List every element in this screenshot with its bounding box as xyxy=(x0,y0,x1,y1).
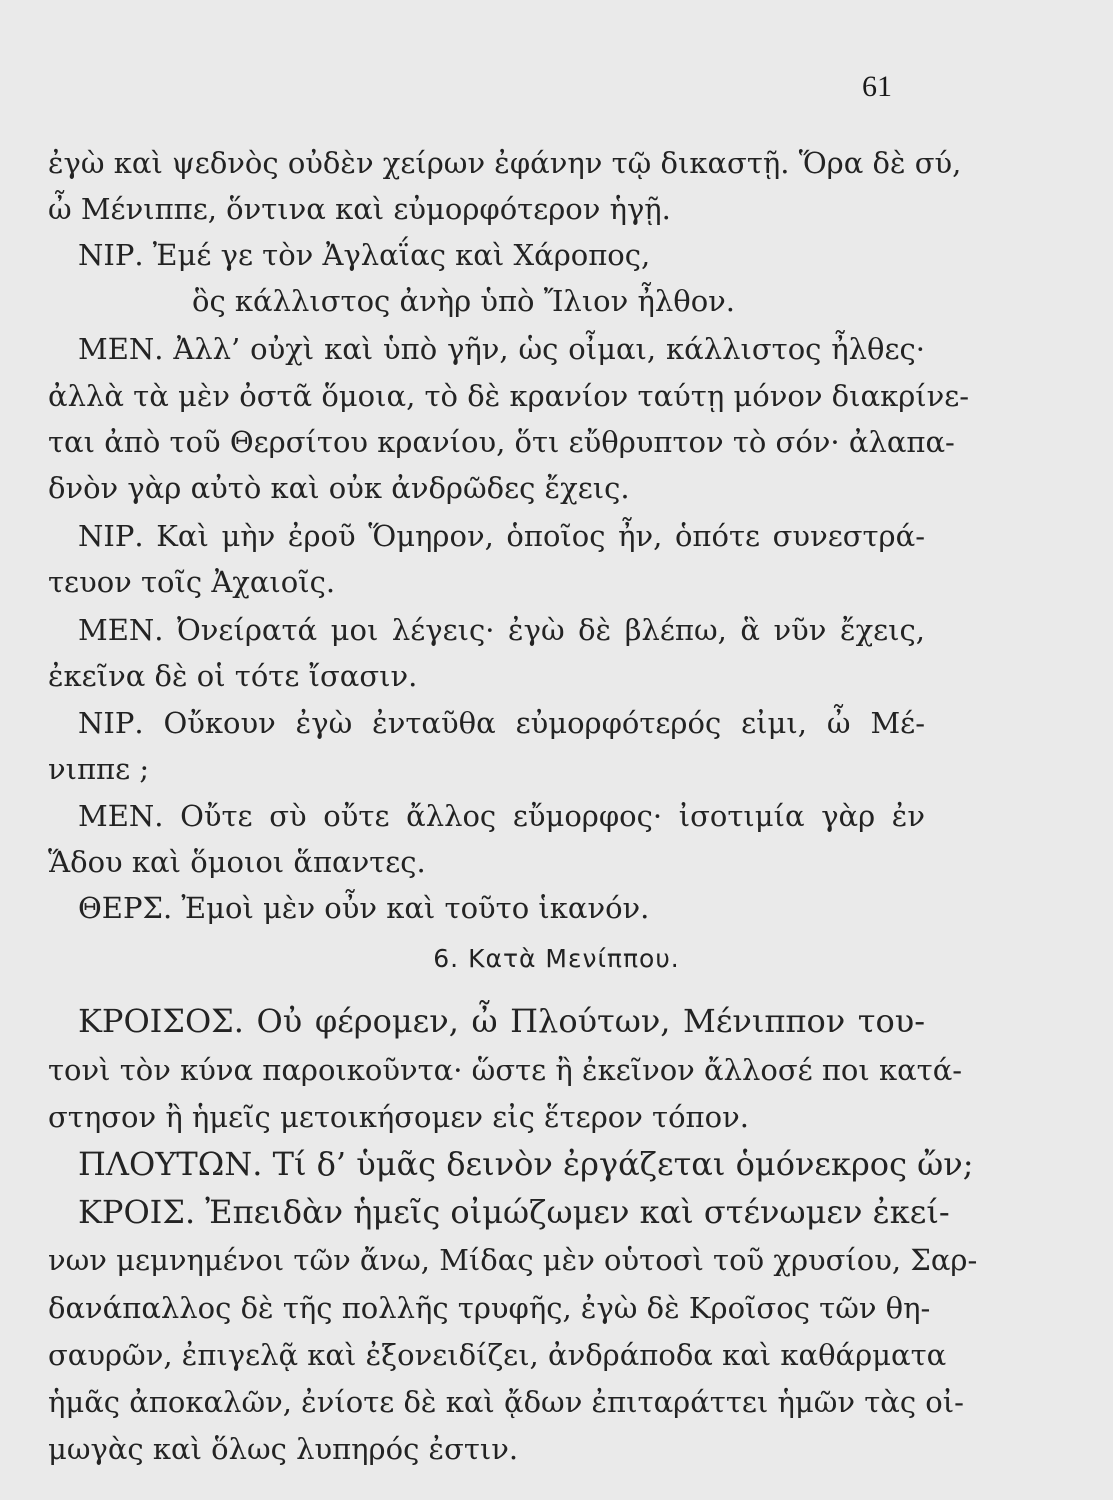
text-line: ἐγὼ καὶ ψεδνὸς οὐδὲν χείρων ἐφάνην τῷ δικαστῇ. Ὅρα δὲ σύ, xyxy=(48,146,962,180)
text-line: ὦ Μένιππε, ὅντινα καὶ εὐμορφότερον ἡγῇ. xyxy=(48,192,671,226)
text-line: δνὸν γὰρ αὐτὸ καὶ οὐκ ἀνδρῶδες ἔχεις. xyxy=(48,471,630,505)
text-line: Ἅδου καὶ ὅμοιοι ἅπαντες. xyxy=(48,845,426,879)
text-line: ἐκεῖνα δὲ οἱ τότε ἴσασιν. xyxy=(48,659,418,693)
text-line: ΜΕΝ. Ἀλλ’ οὐχὶ καὶ ὑπὸ γῆν, ὡς οἶμαι, κάλλιστος ἦλθες· xyxy=(78,332,925,366)
text-line: ἀλλὰ τὰ μὲν ὀστᾶ ὅμοια, τὸ δὲ κρανίον ταύτῃ μόνον διακρίνε- xyxy=(48,379,970,413)
text-line: ΝΙΡ. Οὔκουν ἐγὼ ἐνταῦθα εὐμορφότερός εἰμι, ὦ Μέ- xyxy=(78,706,925,740)
text-line: ΜΕΝ. Ὀνείρατά μοι λέγεις· ἐγὼ δὲ βλέπω, ἃ νῦν ἔχεις, xyxy=(78,613,925,647)
text-line: ται ἀπὸ τοῦ Θερσίτου κρανίου, ὅτι εὔθρυπτον τὸ σόν· ἀλαπα- xyxy=(48,425,955,459)
text-line: νων μεμνημένοι τῶν ἄνω, Μίδας μὲν οὑτοσὶ τοῦ χρυσίου, Σαρ- xyxy=(48,1243,978,1277)
text-line: νιππε ; xyxy=(48,752,150,786)
page-number: 61 xyxy=(862,70,892,103)
text-line: τονὶ τὸν κύνα παροικοῦντα· ὥστε ἢ ἐκεῖνον ἄλλοσέ ποι κατά- xyxy=(48,1053,963,1087)
text-line: στησον ἢ ἡμεῖς μετοικήσομεν εἰς ἕτερον τόπον. xyxy=(48,1100,749,1134)
text-line: ΘΕΡΣ. Ἐμοὶ μὲν οὖν καὶ τοῦτο ἱκανόν. xyxy=(78,891,650,925)
section-heading: 6. Κατὰ Μενίππου. xyxy=(433,944,680,973)
text-line: ΜΕΝ. Οὔτε σὺ οὔτε ἄλλος εὔμορφος· ἰσοτιμία γὰρ ἐν xyxy=(78,799,925,833)
text-line: ΚΡΟΙΣΟΣ. Οὐ φέρομεν, ὦ Πλούτων, Μένιππον του- xyxy=(78,1002,925,1040)
text-line: ὃς κάλλιστος ἀνὴρ ὑπὸ Ἴλιον ἦλθον. xyxy=(192,284,736,318)
text-line: ΚΡΟΙΣ. Ἐπειδὰν ἡμεῖς οἰμώζωμεν καὶ στένωμεν ἐκεί- xyxy=(78,1193,950,1231)
text-line: σαυρῶν, ἐπιγελᾷ καὶ ἐξονειδίζει, ἀνδράποδα καὶ καθάρματα xyxy=(48,1338,947,1372)
text-line: ΝΙΡ. Καὶ μὴν ἐροῦ Ὅμηρον, ὁποῖος ἦν, ὁπότε συνεστρά- xyxy=(78,519,925,553)
text-line: ΠΛΟΥΤΩΝ. Τί δ’ ὑμᾶς δεινὸν ἐργάζεται ὁμόνεκρος ὤν; xyxy=(78,1145,974,1183)
text-line: τευον τοῖς Ἀχαιοῖς. xyxy=(48,565,336,599)
text-line: ΝΙΡ. Ἐμέ γε τὸν Ἀγλαΐας καὶ Χάροπος, xyxy=(78,238,651,272)
text-line: ἡμᾶς ἀποκαλῶν, ἐνίοτε δὲ καὶ ᾄδων ἐπιταράττει ἡμῶν τὰς οἰ- xyxy=(48,1385,964,1419)
text-line: δανάπαλλος δὲ τῆς πολλῆς τρυφῆς, ἐγὼ δὲ Κροῖσος τῶν θη- xyxy=(48,1291,931,1325)
text-line: μωγὰς καὶ ὅλως λυπηρός ἐστιν. xyxy=(48,1432,519,1466)
